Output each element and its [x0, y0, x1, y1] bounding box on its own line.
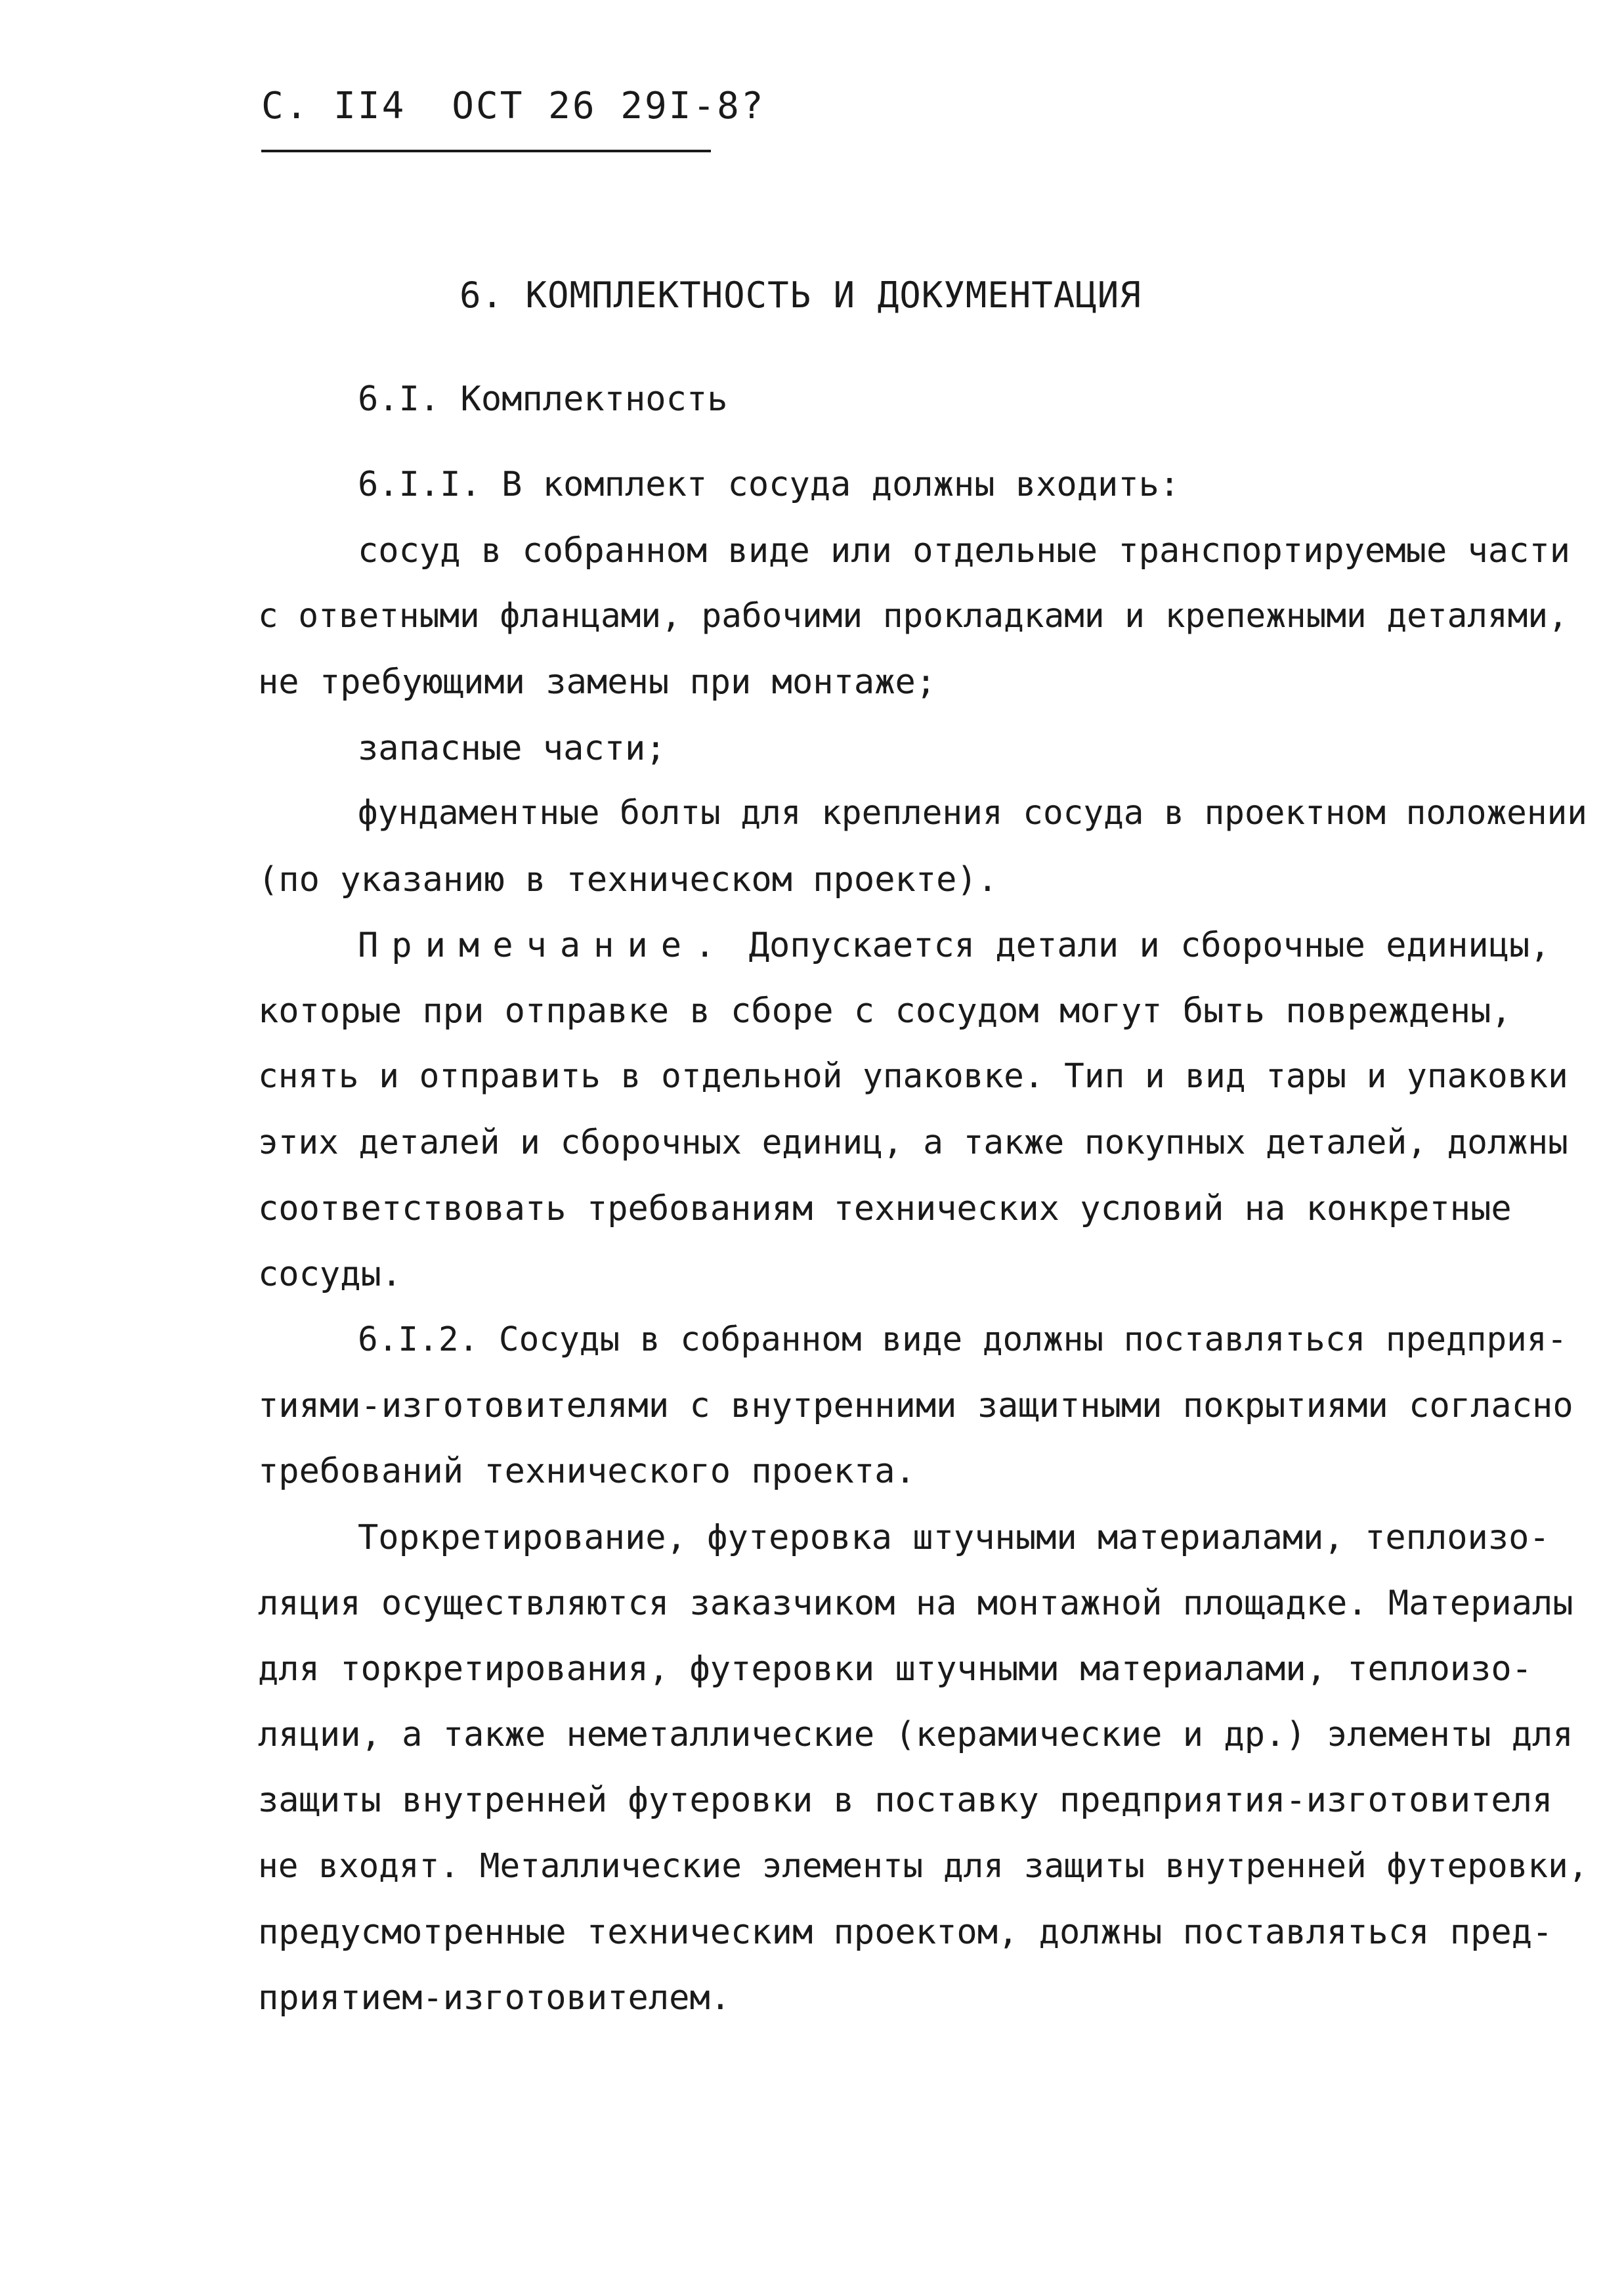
paragraph-line: 6.I.2. Сосуды в собранном виде должны поставляться предприя-: [358, 1320, 1568, 1359]
paragraph-line: 6.I.I. В комплект сосуда должны входить:: [358, 465, 1180, 504]
paragraph-line: которые при отправке в сборе с сосудом могут быть повреждены,: [258, 991, 1512, 1031]
paragraph-line: предусмотренные техническим проектом, должны поставляться пред-: [258, 1913, 1553, 1952]
note-text: Допускается детали и сборочные единицы,: [748, 926, 1550, 965]
page-number: С. II4: [261, 85, 406, 127]
note-label: Примечание.: [358, 926, 729, 965]
paragraph-line: приятием-изготовителем.: [258, 1978, 731, 2018]
paragraph-line: с ответными фланцами, рабочими прокладками и крепежными деталями,: [258, 597, 1568, 636]
paragraph-line: не входят. Металлические элементы для защиты внутренней футеровки,: [258, 1847, 1589, 1886]
paragraph-line: ляции, а также неметаллические (керамические и др.) элементы для: [258, 1715, 1573, 1754]
paragraph-line: соответствовать требованиям технических условий на конкретные: [258, 1189, 1512, 1228]
subsection-title: 6.I. Комплектность: [358, 380, 728, 419]
paragraph-line: запасные части;: [358, 729, 666, 768]
page-header: [261, 84, 765, 128]
paragraph-line: этих деталей и сборочных единиц, а также покупных деталей, должны: [258, 1123, 1568, 1162]
paragraph-line: защиты внутренней футеровки в поставку предприятия-изготовителя: [258, 1781, 1553, 1820]
paragraph-line: сосуды.: [258, 1255, 402, 1294]
section-title: 6. КОМПЛЕКТНОСТЬ И ДОКУМЕНТАЦИЯ: [459, 274, 1142, 316]
paragraph-line: снять и отправить в отдельной упаковке. Тип и вид тары и упаковки: [258, 1057, 1568, 1096]
paragraph-line: не требующими замены при монтаже;: [258, 662, 937, 702]
paragraph-line: сосуд в собранном виде или отдельные транспортируемые части: [358, 531, 1571, 571]
paragraph-line: ляция осуществляются заказчиком на монтажной площадке. Материалы: [258, 1584, 1573, 1623]
paragraph-line: Торкретирование, футеровка штучными материалами, теплоизо-: [358, 1518, 1550, 1557]
paragraph-line: (по указанию в техническом проекте).: [258, 860, 998, 900]
document-code: ОСТ 26 29I-8?: [452, 85, 765, 127]
paragraph-line: фундаментные болты для крепления сосуда в проектном положении: [358, 794, 1587, 833]
note-line: [358, 928, 1550, 963]
header-underline: [261, 150, 711, 152]
paragraph-line: для торкретирования, футеровки штучными материалами, теплоизо-: [258, 1649, 1533, 1689]
paragraph-line: тиями-изготовителями с внутренними защитными покрытиями согласно: [258, 1386, 1573, 1425]
paragraph-line: требований технического проекта.: [258, 1452, 916, 1491]
